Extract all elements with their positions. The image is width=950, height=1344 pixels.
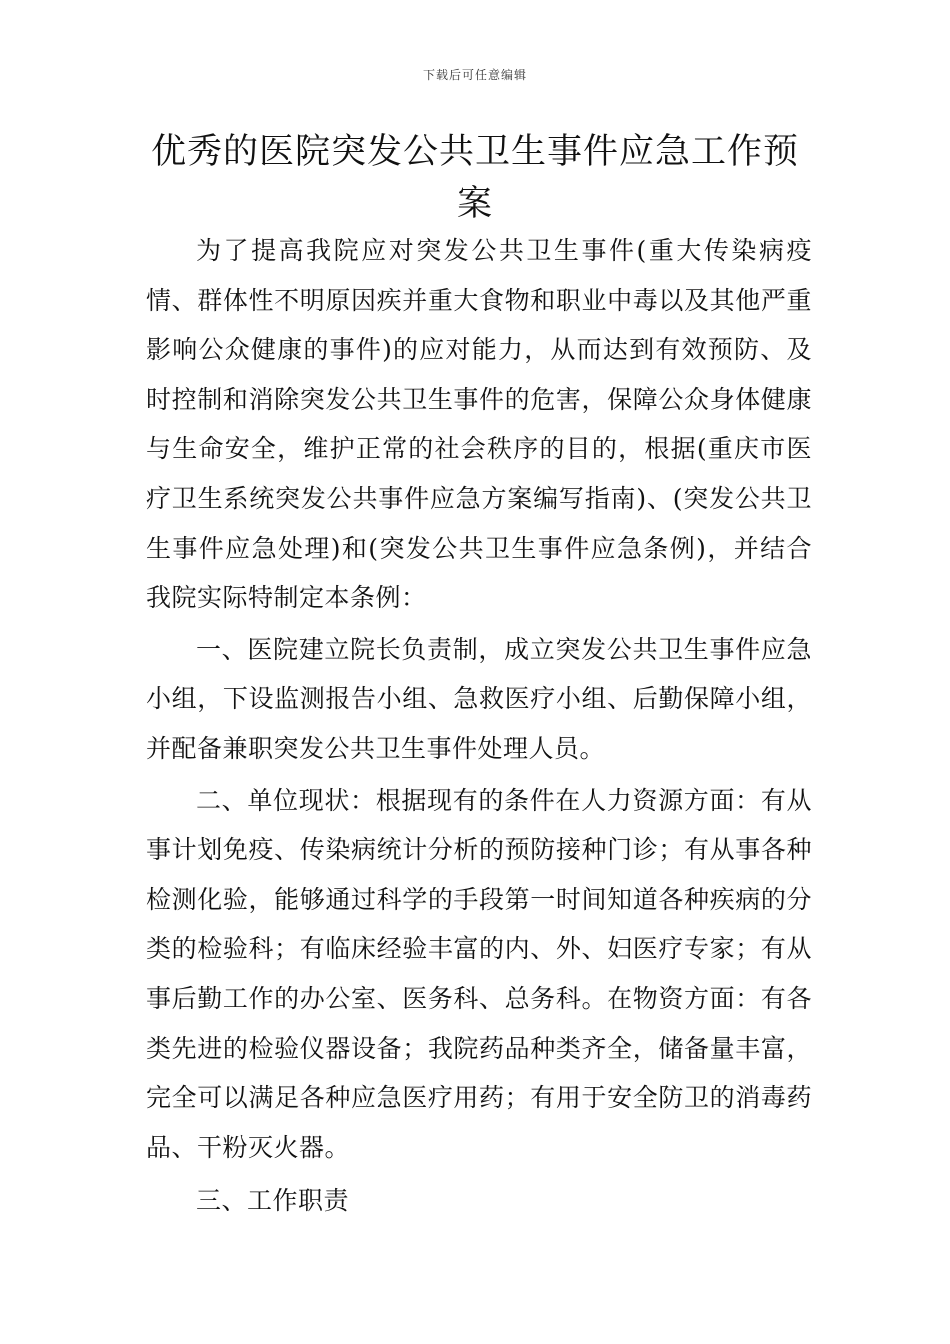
- section-one-paragraph: 一、医院建立院长负责制，成立突发公共卫生事件应急小组，下设监测报告小组、急救医疗小组、后勤保障小组，并配备兼职突发公共卫生事件处理人员。: [146, 634, 812, 763]
- section-three-heading: 三、工作职责: [196, 1186, 350, 1216]
- section-two-paragraph: 二、单位现状：根据现有的条件在人力资源方面：有从事计划免疫、传染病统计分析的预防接种门诊；有从事各种检测化验，能够通过科学的手段第一时间知道各种疾病的分类的检验科；有临床经验丰富的内、外、妇医疗专家；有从事后勤工作的办公室、医务科、总务科。在物资方面：有各类先进的检验仪器设备；我院药品种类齐全，储备量丰富，完全可以满足各种应急医疗用药；有用于安全防卫的消毒药品、干粉灭火器。: [146, 785, 812, 1162]
- header-note: 下载后可任意编辑: [422, 68, 527, 82]
- document-body: [146, 226, 812, 1226]
- document-title: 优秀的医院突发公共卫生事件应急工作预案: [150, 132, 799, 224]
- intro-paragraph: 为了提高我院应对突发公共卫生事件(重大传染病疫情、群体性不明原因疾并重大食物和职业中毒以及其他严重影响公众健康的事件)的应对能力，从而达到有效预防、及时控制和消除突发公共卫生事件的危害，保障公众身体健康与生命安全，维护正常的社会秩序的目的，根据(重庆市医疗卫生系统突发公共事件应急方案编写指南)、(突发公共卫生事件应急处理)和(突发公共卫生事件应急条例)，并结合我院实际特制定本条例：: [146, 236, 812, 613]
